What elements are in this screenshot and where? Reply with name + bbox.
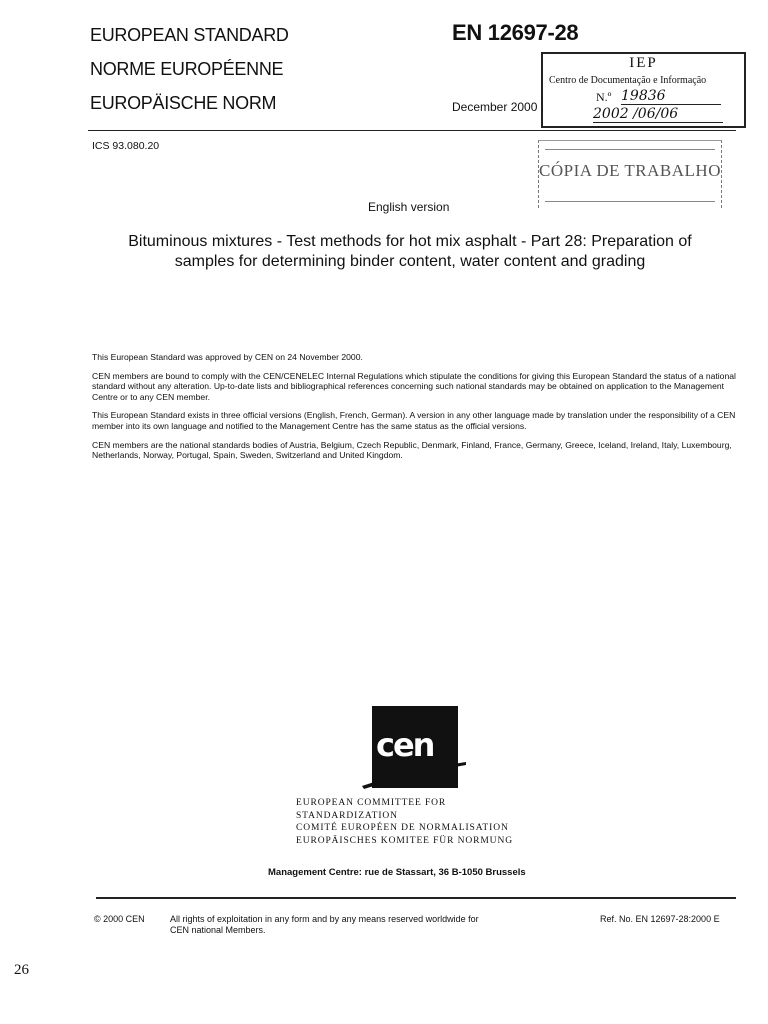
designation-french: NORME EUROPÉENNE (90, 59, 284, 79)
management-centre-address: Management Centre: rue de Stassart, 36 B-1050 Brussels (268, 867, 526, 878)
committee-english: EUROPEAN COMMITTEE FOR STANDARDIZATION (296, 798, 447, 821)
document-title: Bituminous mixtures - Test methods for hot mix asphalt - Part 28: Preparation of samples for determining binder content, water content and grading (128, 233, 692, 270)
stamp-date-value: 2002 /06/06 (593, 106, 723, 123)
header-divider (88, 130, 736, 131)
stamp-title: IEP (629, 55, 658, 71)
copyright-notice: © 2000 CEN (94, 914, 145, 924)
designation-english: EUROPEAN STANDARD (90, 25, 289, 45)
stamp-number-value: 19836 (621, 88, 721, 105)
versions-paragraph: This European Standard exists in three official versions (English, French, German). A version in any other language made by translation under the responsibility of a CEN member into its own language and notified to the Management Centre has the same status as the official versions. (92, 410, 736, 431)
working-copy-text: CÓPIA DE TRABALHO (539, 161, 721, 180)
rights-statement: All rights of exploitation in any form and by any means reserved worldwide for CEN national Members. (170, 914, 479, 935)
approval-paragraph: This European Standard was approved by CEN on 24 November 2000. (92, 352, 363, 362)
standard-number: EN 12697-28 (452, 20, 579, 45)
members-paragraph: CEN members are the national standards bodies of Austria, Belgium, Czech Republic, Denmark, Finland, France, Germany, Greece, Iceland, Ireland, Italy, Luxembourg, Netherlands, Norway, Portugal, Spain, Sweden, Switzerland and United Kingdom. (92, 439, 732, 461)
publication-date: December 2000 (452, 100, 538, 114)
version-label: English version (368, 200, 450, 214)
committee-names (296, 797, 541, 847)
committee-german: EUROPÄISCHES KOMITEE FÜR NORMUNG (296, 835, 513, 846)
working-copy-stamp (538, 140, 722, 208)
cen-logo-text: cen (376, 726, 434, 764)
body-text (92, 352, 740, 469)
stamp-number-label: N.º (596, 90, 612, 104)
stamp-center: Centro de Documentação e Informação (549, 75, 707, 86)
committee-french: COMITÉ EUROPÉEN DE NORMALISATION (296, 823, 509, 833)
reference-number: Ref. No. EN 12697-28:2000 E (600, 914, 720, 924)
cen-logo-swoosh (360, 760, 470, 790)
handwritten-page-number: 26 (14, 962, 29, 978)
compliance-paragraph: CEN members are bound to comply with the CEN/CENELEC Internal Regulations which stipulate the conditions for giving this European Standard the status of a national standard without any alteration. Up-to-date lists and bibliographical references concerning such national standards may be obtained on application to the Management Centre or to any CEN member. (92, 370, 736, 402)
designation-german: EUROPÄISCHE NORM (90, 93, 277, 113)
ics-code: ICS 93.080.20 (92, 140, 160, 152)
standard-designations (90, 18, 289, 120)
iep-reception-stamp (541, 52, 746, 128)
footer-divider (96, 897, 736, 899)
